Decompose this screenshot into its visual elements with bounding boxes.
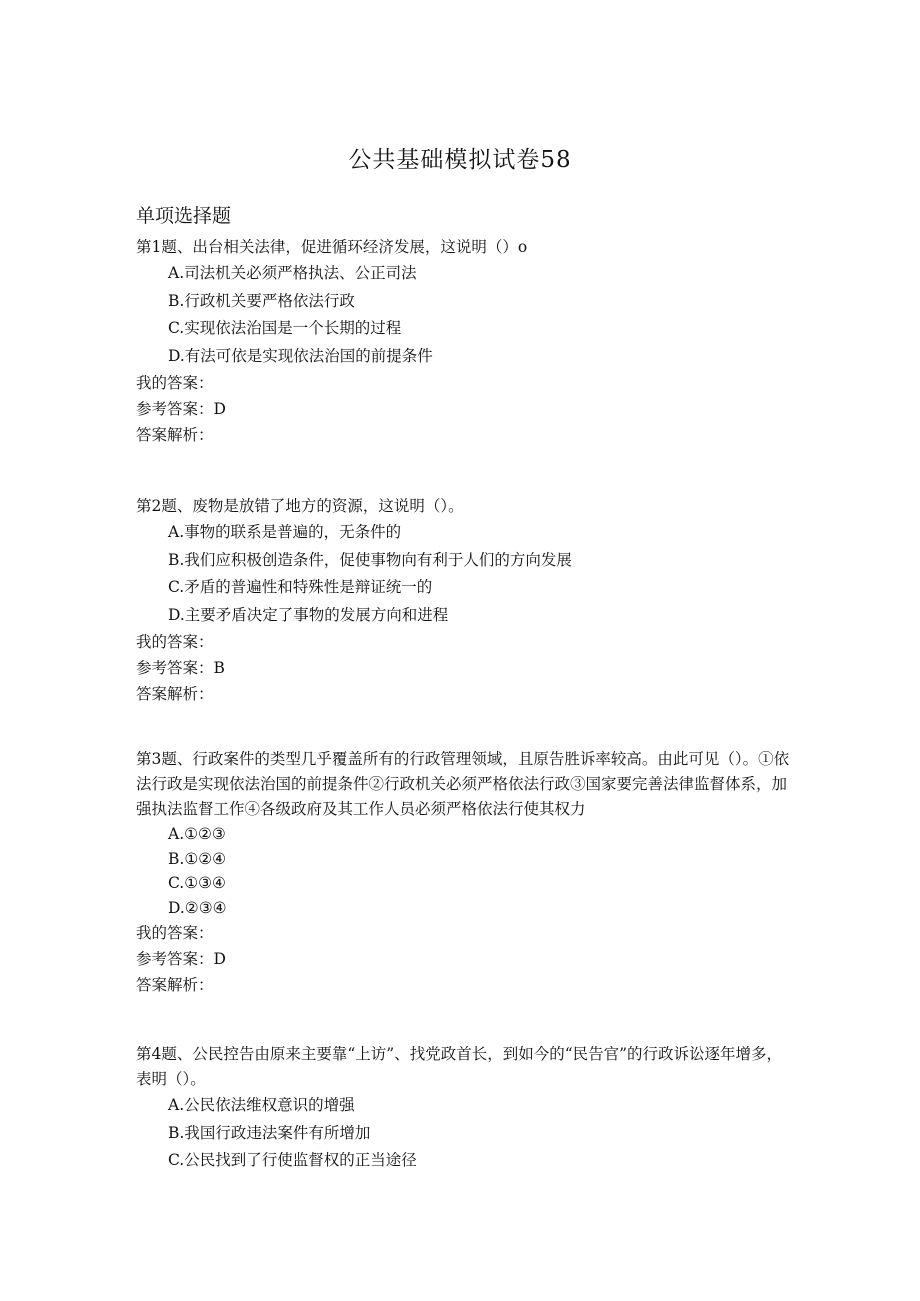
my-answer: 我的答案：: [136, 374, 214, 392]
document-title: 公共基础模拟试卷58: [348, 147, 572, 173]
option-d: D.有法可依是实现依法治国的前提条件: [168, 346, 433, 365]
my-answer: 我的答案：: [136, 633, 214, 651]
question-4: [136, 1042, 796, 1175]
option-list: [136, 519, 796, 629]
option-b: B.我国行政违法案件有所增加: [168, 1123, 371, 1142]
option-b: B.①②④: [168, 849, 227, 868]
question-text: 第2题、废物是放错了地方的资源，这说明（）。: [136, 497, 464, 515]
option-c: C.①③④: [168, 874, 226, 892]
option-c: C.实现依法治国是一个长期的过程: [168, 319, 402, 337]
question-3: [136, 747, 796, 998]
answer-analysis: 答案解析：: [136, 426, 214, 444]
option-d: D.主要矛盾决定了事物的发展方向和进程: [168, 605, 449, 624]
option-a: A.司法机关必须严格执法、公正司法: [168, 264, 417, 282]
reference-answer: 参考答案：D: [136, 950, 226, 968]
my-answer: 我的答案：: [136, 924, 214, 942]
section-heading: 单项选择题: [136, 205, 232, 227]
answer-analysis: 答案解析：: [136, 976, 214, 994]
option-b: B.行政机关要严格依法行政: [168, 291, 355, 310]
option-b: B.我们应积极创造条件，促使事物向有利于人们的方向发展: [168, 550, 572, 569]
option-list: [136, 822, 796, 920]
option-a: A.公民依法维权意识的增强: [168, 1096, 355, 1114]
reference-answer: 参考答案：D: [136, 400, 226, 418]
option-list: [136, 260, 796, 370]
question-1: [136, 234, 796, 448]
question-2: [136, 493, 796, 707]
option-d: D.②③④: [168, 898, 227, 917]
question-text: 第4题、公民控告由原来主要靠“上访”、找党政首长，到如今的“民告官”的行政诉讼逐年增多，表明（）。: [136, 1045, 783, 1088]
question-text: 第3题、行政案件的类型几乎覆盖所有的行政管理领域，且原告胜诉率较高。由此可见（）。①依法行政是实现依法治国的前提条件②行政机关必须严格依法行政③国家要完善法律监督体系，加强执法监督工作④各级政府及其工作人员必须严格依法行使其权力: [136, 750, 790, 818]
answer-analysis: 答案解析：: [136, 685, 214, 703]
reference-answer: 参考答案：B: [136, 659, 225, 677]
option-list: [136, 1092, 796, 1175]
question-text: 第1题、出台相关法律，促进循环经济发展，这说明（）o: [136, 238, 528, 256]
option-a: A.事物的联系是普遍的，无条件的: [168, 523, 402, 541]
option-c: C.公民找到了行使监督权的正当途径: [168, 1151, 417, 1169]
option-a: A.①②③: [168, 825, 226, 843]
option-c: C.矛盾的普遍性和特殊性是辩证统一的: [168, 578, 433, 596]
